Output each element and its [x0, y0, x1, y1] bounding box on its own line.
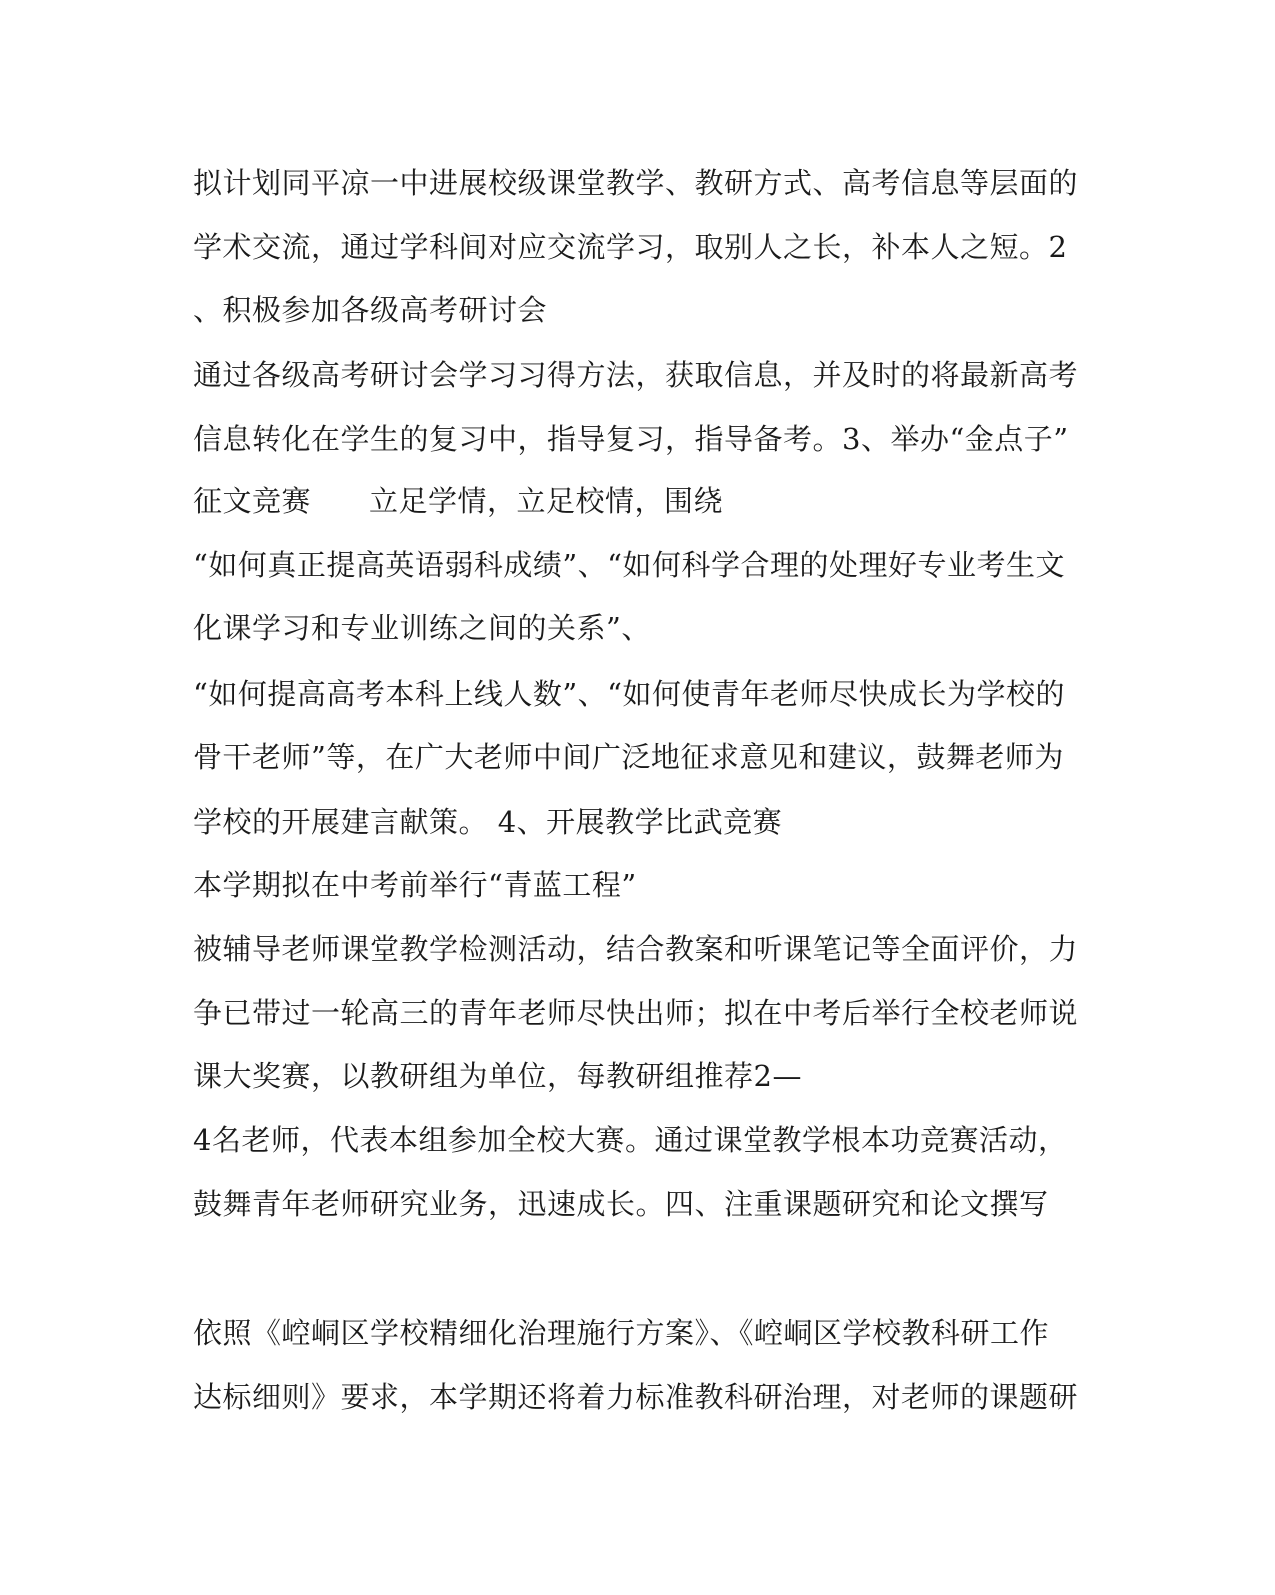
text-line: 学校的开展建言献策。 4、开展教学比武竞赛	[193, 805, 783, 839]
text-line: 被辅导老师课堂教学检测活动，结合教案和听课笔记等全面评价，力	[193, 932, 1079, 966]
text-line: 通过各级高考研讨会学习习得方法，获取信息，并及时的将最新高考	[193, 358, 1079, 392]
text-line: 课大奖赛，以教研组为单位，每教研组推荐2—	[193, 1059, 802, 1093]
text-line: 化课学习和专业训练之间的关系”、	[193, 611, 651, 645]
text-line: 学术交流，通过学科间对应交流学习，取别人之长，补本人之短。2	[193, 230, 1068, 264]
text-segment: 立足学情，立足校情，围绕	[369, 484, 724, 518]
text-line: 本学期拟在中考前举行“青蓝工程”	[193, 868, 637, 902]
text-line: 争已带过一轮高三的青年老师尽快出师；拟在中考后举行全校老师说	[193, 996, 1079, 1030]
text-line: 信息转化在学生的复习中，指导复习，指导备考。3、举办“金点子”	[193, 422, 1069, 456]
text-line: 、积极参加各级高考研讨会	[193, 293, 548, 327]
text-line: 鼓舞青年老师研究业务，迅速成长。四、注重课题研究和论文撰写	[193, 1187, 1049, 1221]
text-line: 依照《崆峒区学校精细化治理施行方案》、《崆峒区学校教科研工作	[193, 1316, 1050, 1350]
text-line: “如何真正提高英语弱科成绩”、“如何科学合理的处理好专业考生文	[193, 548, 1065, 582]
text-line: 4名老师，代表本组参加全校大赛。通过课堂教学根本功竞赛活动，	[193, 1123, 1068, 1157]
text-line: “如何提高高考本科上线人数”、“如何使青年老师尽快成长为学校的	[193, 677, 1065, 711]
text-segment: 征文竞赛	[193, 484, 312, 518]
text-line	[193, 481, 1073, 521]
text-line: 达标细则》要求，本学期还将着力标准教科研治理，对老师的课题研	[193, 1380, 1079, 1414]
text-line: 骨干老师”等，在广大老师中间广泛地征求意见和建议，鼓舞老师为	[193, 740, 1064, 774]
text-line: 拟计划同平凉一中进展校级课堂教学、教研方式、高考信息等层面的	[193, 166, 1079, 200]
